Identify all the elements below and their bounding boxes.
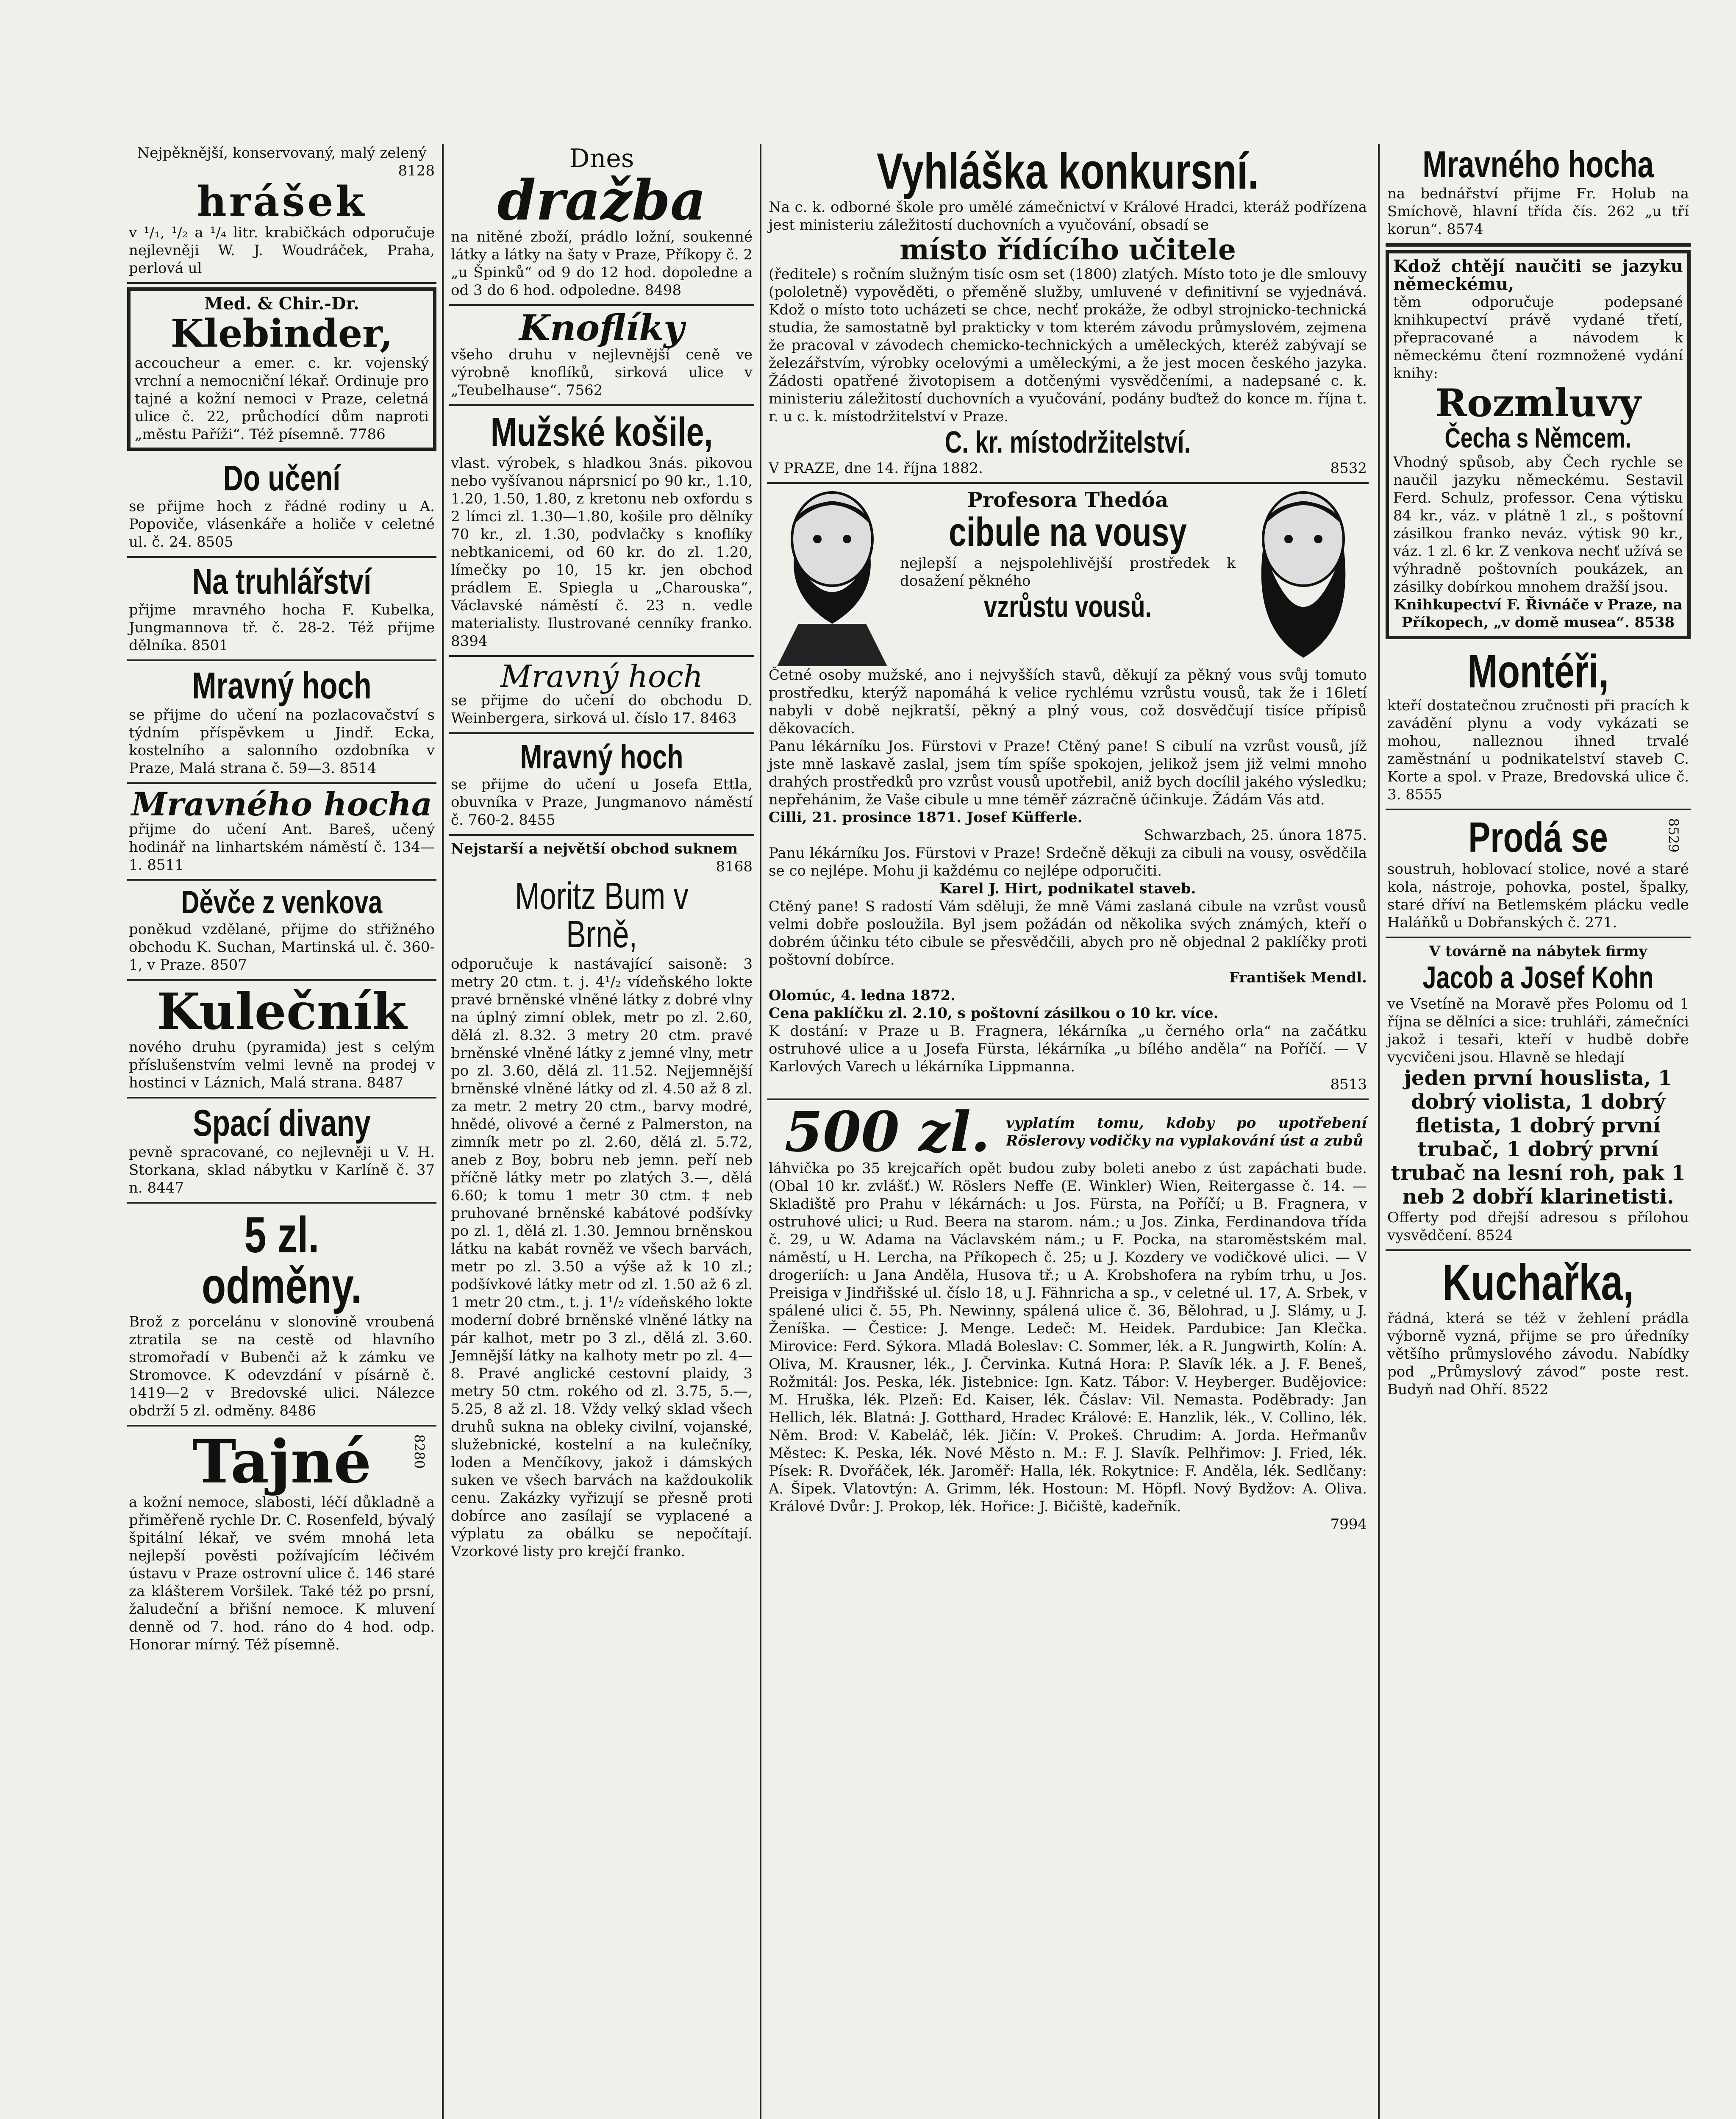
ad-divany [127,1098,436,1204]
ad-body: se přijme do učení u Josefa Ettla, obuvníka v Praze, Jungmanovo náměstí č. 760-2. 8455 [451,776,753,829]
ad-body-2: Panu lékárníku Jos. Fürstovi v Praze! Ctěný pane! S cibulí na vzrůst vousů, jíž jste mně laskavě zaslal, jsem tím spíše spokojen, jelikož jsem již velmi mnoho drahých prostředků pro vzrůst vousů upotřebil, aniž bych docílil jakého výsledku; nepřehánim, že Vaše cibule u mne téměř zázračně účinkuje. Žádám Vás atd. [769,738,1367,808]
ad-title: 5 zl. odměny. [202,1207,362,1314]
ad-title: 500 zl. [784,1099,990,1164]
ad-moritz-bum [449,836,754,1566]
ad-lead: V továrně na nábytek firmy [1429,943,1647,960]
ad-mravny-hoch-2 [449,734,754,836]
ad-title: Vyhláška konkursní. [877,143,1259,200]
ad-title: Kuchařka, [1442,1254,1634,1311]
ad-body: ve Vsetíně na Moravě přes Polomu od 1 října se dělníci a sice: truhláři, zámečníci jakož i tesaři, kteří v hudbě dobře vycvičeni jsou. Hlavně se hledají [1387,996,1689,1066]
ad-date: V PRAZE, dne 14. října 1882. [769,460,983,477]
ad-body: a kožní nemoce, slabosti, léčí důkladně a přiměřeně rychle Dr. C. Rosenfeld, bývalý špitální lékař, ve svém mnohá leta nejlepší pověsti požívajícím léčivém ústavu v Praze ostrovní ulice č. 146 staré za klášterem Voršilek. Také též po prsní, žaludeční a břišní nemoce. K mluvení denně od 7. hod. ráno do 4 hod. odp. Honorar mírný. Též písemně. [129,1494,435,1653]
ad-title: Prodá se [1468,814,1608,861]
ad-body: pevně spracované, co nejlevněji u V. H. Storkana, sklad nábytku v Karlíně č. 37 n. 8447 [129,1144,435,1196]
ad-date-3: Olomúc, 4. ledna 1872. [769,987,955,1004]
ad-mravny-hoch-1 [449,657,754,734]
column-4 [1386,140,1691,2119]
ad-body: na nitěné zboží, prádlo ložní, soukenné látky a látky na šaty v Praze, Příkopy č. 2 „u Špinků“ od 9 do 12 hod. dopoledne a od 3 do 6 hod. odpoledne. 8498 [451,228,753,299]
column-3 [767,140,1369,2119]
ad-signature-1: Cilli, 21. prosince 1871. Josef Küfferle. [769,809,1083,826]
ad-intro: Nejstarší a největší obchod suknem [451,840,738,857]
ad-body: Na c. k. odborné škole pro umělé zámečnictví v Králové Hradci, kteráž podřízena jest ministeriu záležitostí duchovních a vyučování, obsadí se [769,199,1367,234]
ad-title: Mravného hocha [1422,143,1654,185]
ad-truhlarstvi [127,558,436,661]
ad-title: Knoflíky [519,307,685,349]
column-1 [127,140,436,2119]
ad-signature-3: František Mendl. [1229,969,1367,986]
ad-title: Mužské košile, [490,409,713,455]
ad-do-uceni [127,454,436,558]
ad-subtitle: vzrůstu vousů. [983,590,1152,624]
ad-top: Profesora Thedóa [967,488,1169,512]
ad-body: poněkud vzdělané, přijme do střižného obchodu K. Suchan, Martinská ul. č. 360-1, v Praze. 8507 [129,921,435,973]
ad-body: soustruh, hoblovací stolice, nové a staré kola, nástroje, pohovka, postel, špalky, staré dříví na Betlemském plácku vedle Haláňků u Dobřanských č. 271. [1387,861,1689,931]
ad-body: odporučuje k nastávající saisoně: 3 metry 20 ctm. t. j. 4¹/₂ vídeňského lokte pravé brněnské vlněné látky z dobré vlny na úplný zimní oblek, metr po zl. 2.60, dělá zl. 8.32. 3 metry 20 ctm. pravé brněnské vlněné látky z jemné vlny, metr po zl. 3.60, dělá zl. 11.52. Nejjemnější brněnské vlněné látky od zl. 4.50 až 8 zl. za metr. 2 metry 20 ctm., barvy modré, hnědé, olivové a černé z Palmerston, na zimník metr po zl. 2.60, dělá zl. 5.72, aneb z Boy, bobru neb jemn. peří neb příčně látky metr po zlatých 3.—, dělá 6.60; k tomu 1 metr 30 ctm. ‡ neb pruhované brněnské kabátové podšívky po zl. 1, dělá zl. 1.30. Jemnou brněnskou látku na kabát rovněž ve všech barvách, metr po zl. 3.50 a výše až k 10 zl.; podšívkové látky metr od zl. 1.50 až 6 zl. 1 metr 20 ctm., t. j. 1¹/₂ vídeňského lokte moderní dobré brněnské vlněné látky na pár kalhot, metr po 3 zl., dělá zl. 3.60. Jemnější látky na kalhoty metr po zl. 4—8. Pravé anglické cestovní plaidy, 3 metry 50 ctm. rokého od zl. 3.75, 5.—, 5.25, 8 až zl. 18. Vždy velký sklad všech druhů sukna na obleky civilní, vojanské, služebnické, kostelní a na kulečníky, loden a Menčíkovy, jakož i dámských suken ve všech barvách na každoukolik cenu. Zakázky vyřizují se přesně proti dobírce ano zasílají se vyplacené a výplatu za obálku se nepočítají. Vzorkové listy pro krejčí franko. [451,956,753,1560]
ad-holub [1386,140,1691,247]
ad-title: Mravný hoch [500,659,703,694]
ad-drazba [449,140,754,306]
ad-body: se přijme hoch z řádné rodiny u A. Popoviče, vlásenkáře a holiče v celetné ul. č. 24. 8505 [129,498,435,551]
ad-title: Na truhlářství [192,562,372,601]
ad-body-4: Ctěný pane! S radostí Vám sděluji, že mně Vámi zaslaná cibule na vzrůst vousů velmi dobře posloužila. Byl jsem požádán od několika svých známých, kteří o dobrém účinku této cibule se přesvědčili, abych pro ně objednal 2 paklíčky proti poštovní dobírce. [769,898,1367,968]
ad-body-5: K dostání: v Praze u B. Fragnera, lékárníka „u černého orla“ na začátku ostruhové ulice a u Josefa Fürsta, lékárníka „u bílého anděla“ na Poříčí. — V Karlových Varech u lékárníka Lippmanna. [769,1023,1367,1075]
ad-mravneho-hocha [127,784,436,881]
ad-signer: C. kr. místodržitelství. [944,425,1191,459]
ad-body: nového druhu (pyramida) jest s celým příslušenstvím velmi levně na prodej v hostinci v Láznich, Malá strana. 8487 [129,1039,435,1091]
ad-intro: Nejpěknější, konservovaný, malý zelený [137,145,427,161]
ad-kulecnik [127,981,436,1098]
ad-body: na bednářství přijme Fr. Holub na Smíchově, hlavní třída čís. 262 „u tří korun“. 8574 [1387,185,1689,238]
ad-subtitle: Čecha s Němcem. [1444,422,1632,453]
ad-title: Moritz Bum v Brně, [515,875,689,956]
ad-body-2: Vhodný spůsob, aby Čech rychle se naučil jazyku německému. Sestavil Ferd. Schulz, professor. Cena výtisku 84 kr., váz. v plátně 1 zl., s poštovní zásilkou franko neváz. výtisk 90 kr., váz. 1 zl. 6 kr. Z venkova nechť užívá se výhradně poštovních poukázek, an zásilky dobírkou mnohem dražší jsou. [1393,454,1683,595]
ad-body: láhvička po 35 krejcařích opět budou zuby boleti anebo z úst zapáchati bude. (Obal 10 kr. zvlášť.) W. Röslers Neffe (E. Winkler) Wien, Reitergasse č. 14. — Skladiště pro Prahu v lékárnách: u Jos. Fürsta, na Poříčí; u B. Fragnera, v ostruhové ulici; u Rud. Beera na starom. nám.; u Jos. Zinka, Ferdinandova třída č. 29, u W. Adama na Václavském nám.; u F. Pocka, na staroměstském mal. náměstí, u H. Lercha, na Příkopech č. 25; u J. Kozdery ve vodičkové ulici. — V drogeriích: u Jana Anděla, Husova tř.; u A. Krobshofera na rybím trhu, u Jos. Preisiga v Jindřišské ul. číslo 18, u J. Fähnricha a sp., v celetné ul. 17, A. Srbek, v spálené ulici č. 55, Ph. Newinny, spálená ulice č. 36, Bělohrad, u J. Slámy, u J. Ženíška. — Čestice: J. Menge. Ledeč: M. Heidek. Pardubice: Jan Klečka. Mirovice: Ferd. Sýkora. Mladá Boleslav: C. Sommer, lék. a R. Jungwirth, Kolín: A. Oliva, M. Krausner, lék., J. Červinka. Kutná Hora: P. Slavík lék. a J. F. Beneš, Rožmitál: Jos. Peska, lék. Jistebnice: Ign. Katz. Tábor: V. Heyberger. Budějovice: M. Hruška, lék. Plzeň: Ed. Kaiser, lék. Čáslav: Vil. Nemasta. Poděbrady: Jan Hellich, lék. Blatná: J. Gotthard, Hradec Králové: E. Hanzlik, lék., V. Collino, lék. Něm. Brod: V. Kabeláč, lék. Jičín: V. Prokeš. Chrudim: A. Jorda. Heřmanův Městec: K. Peska, lék. Nové Město n. M.: F. J. Slavík. Pelhřimov: J. Fried, lék. Písek: R. Dvořáček, lék. Jaroměř: Halla, lék. Rokytnice: F. Anděla, lék. Sedlčany: A. Šipek. Vlatovtýn: A. Grimm, lék. Hostoun: M. Höpfl. Nový Bydžov: A. Oliva. Králové Dvůr: J. Prokop, lék. Hořice: J. Bičiště, kadeřník. [769,1160,1367,1515]
ad-hrasek [127,140,436,284]
column-rule [760,144,761,2119]
ad-title: Mravný hoch [192,665,372,706]
ad-title: cibule na vousy [949,509,1187,555]
ad-title: Jacob a Josef Kohn [1422,960,1654,995]
ad-cibule [767,484,1369,1100]
ad-knofliky [449,306,754,406]
ad-subtitle: místo řídícího učitele [900,233,1236,266]
ad-kohn [1386,938,1691,1251]
ad-title: Děvče z venkova [181,884,383,920]
ad-body: řádná, která se též v žehlení prádla výborně vyzná, přijme se pro úředníky většího průmyslového závodu. Nabídky pod „Průmyslový závod“ poste rest. Budyň nad Ohří. 8522 [1387,1310,1689,1398]
ad-price: Cena paklíčku zl. 2.10, s poštovní zásilkou o 10 kr. více. [769,1005,1219,1022]
ad-title: Montéři, [1467,645,1609,698]
ad-monteri [1386,642,1691,810]
ad-lead: vyplatím tomu, kdoby po upotřebení Röslerovy vodičky na vyplakování úst a zubů [1006,1115,1367,1149]
ad-number: 8513 [1330,1076,1367,1093]
ad-konkurs [767,140,1369,484]
ad-number: 8128 [398,162,435,179]
ad-title: Do učení [223,458,341,498]
ad-body: všeho druhu v nejlevnější ceně ve výrobně knoflíků, sirková ulice v „Teubelhause“. 7562 [451,346,753,399]
ad-body: Četné osoby mužské, ano i nejvyšších stavů, děkují za pěkný vous svůj tomuto prostředku, kterýž napomáhá k velice rychlému vzrůstu vousů, tak že i 16letí nabyli v době nejkratší, pěkný a plný vous, což dosvědčují tisíce přípisů děkovacích. [769,667,1367,737]
ad-body-3: Panu lékárníku Jos. Fürstovi v Praze! Srdečně děkuji za cibuli na vousy, osvědčila se co nejlépe. Mohu ji každému co nejlépe odporučiti. [769,845,1367,879]
ad-kosile [449,406,754,657]
ad-date-2: Schwarzbach, 25. února 1875. [1144,827,1367,844]
ad-signature: Knihkupectví F. Řivnáče v Praze, na Příkopech, „v domě musea“. 8538 [1394,596,1683,631]
ad-prodase [1386,810,1691,938]
ad-kucharka [1386,1251,1691,1404]
ad-body: kteří dostatečnou zručnosti při pracích k zavádění plynu a vody vykázati se mohou, nalleznou ihned trvalé zaměstnání u podnikatelství staveb C. Korte a spol. v Praze, Bredovská ulice č. 3. 8555 [1387,697,1689,803]
ad-title: Klebinder, [170,311,393,356]
ad-body-2: jeden první houslista, 1 dobrý violista, 1 dobrý fletista, 1 dobrý první trubač, 1 dobrý první trubač na lesní roh, pak 1 neb 2 dobří klarinetisti. [1391,1066,1686,1209]
ad-side-number: 8280 [411,1434,428,1469]
ad-top: Med. & Chir.-Dr. [204,294,359,314]
ad-body: v ¹/₁, ¹/₂ a ¹/₄ litr. krabičkách odporučuje nejlevněji W. J. Woudráček, Praha, perlová ul [129,224,435,277]
ad-title: Rozmluvy [1435,381,1641,425]
ad-body: se přijme do učení do obchodu D. Weinbergera, sirková ul. číslo 17. 8463 [451,692,753,727]
ad-body: se přijme do učení na pozlacovačství s týdním příspěvkem u Jindř. Ecka, kostelního a salonního ozdobníka v Praze, Malá strana č. 59—3. 8514 [129,706,435,777]
ad-number: 8168 [716,858,753,875]
ad-odmeny [127,1204,436,1427]
ad-body: accoucheur a emer. c. kr. vojenský vrchní a nemocniční lékař. Ordinuje pro tajné a kožní nemoci v Praze, celetná ulice č. 22, průchodící dům naproti „městu Paříži“. Též písemně. 7786 [135,355,429,443]
ad-devce [127,881,436,981]
column-rule [1378,144,1380,2119]
ad-signature-2: Karel J. Hirt, podnikatel staveb. [939,880,1196,897]
ad-title: Mravný hoch [520,738,683,776]
ad-title: dražba [497,168,706,233]
ad-title: hrášek [197,178,367,225]
ad-klebinder [127,287,436,451]
ad-title: Spací divany [193,1102,371,1144]
portrait-right-image [1240,488,1367,666]
column-2 [449,140,754,2119]
ad-lead: nejlepší a nejspolehlivější prostředek k dosažení pěkného [900,555,1236,590]
ad-body: těm odporučuje podepsané knihkupectví právě vydané třetí, přepracované a návodem k německému čtení rozmnožené vydání knihy: [1393,294,1683,382]
ad-body: přijme do učení Ant. Bareš, učený hodinář na linhartském náměstí č. 134—1. 8511 [129,821,435,873]
ad-side-number: 8529 [1665,818,1682,853]
ad-body: přijme mravného hocha F. Kubelka, Jungmannova tř. č. 28-2. Též přijme dělníka. 8501 [129,601,435,654]
ad-title: Mravného hocha [131,785,433,823]
ad-body-2: (ředitele) s ročním služným tisíc osm set (1800) zlatých. Místo toto je dle smlouvy (pololetně) vypověděti, o přeměně služby, umluvené v definitivní se vyjednává. Kdož o místo toto ucházeti se chce, nechť prokáže, že odbyl strojnicko-technická studia, že samostatně byl prakticky v tom kterém závodu průmyslovém, zejmena že pracoval v závodech chemicko-technických a uměleckých, kteréž zabývají se železářstvím, výrobky ocelovými a uměleckými, a že jest mocen českého jazyka. Žádosti opatřené životopisem a dotčenými vysvědčeními, a nadepsané c. k. ministeriu záležitostí duchovních a vyučování, podány buďtež do konce m. října t. r. u c. k. místodržitelství v Praze. [769,266,1367,425]
ad-body: vlast. výrobek, s hladkou 3nás. pikovou nebo vyšívanou náprsnicí po 90 kr., 1.10, 1.20, 1.50, 1.80, z kretonu neb oxfordu s 2 límci zl. 1.30—1.80, košile pro dělníky 70 kr., zl. 1.30, podvlačky s knoflíky nebtkanicemi, od 60 kr. do zl. 1.20, límečky po 10, 15 kr. jen obchod prádlem E. Spiegla u „Charouska“, Václavské náměstí č. 23 n. vedle materialisty. Ilustrované cenníky franko. 8394 [451,455,753,650]
portrait-left-image [769,488,896,666]
ad-500-zl [767,1100,1369,1538]
ad-title: Tajné [192,1427,372,1497]
ad-rozmluvy [1386,250,1691,639]
column-rule [442,144,444,2119]
ad-body: Brož z porcelánu v slonovině vroubená ztratila se na cestě od hlavního stromořadí v Bubenči až k zámku ve Stromovce. K odevzdání v písárně č. 1419—2 v Bredovské ulici. Nálezce obdrží 5 zl. odměny. 8486 [129,1313,435,1419]
ad-number: 8532 [1330,460,1367,477]
ad-number: 7994 [1330,1516,1367,1533]
ad-body-3: Offerty pod dřejší adresou s přílohou vysvědčení. 8524 [1387,1209,1689,1244]
ad-mravny-hoch [127,661,436,784]
ad-title: Kulečník [157,982,407,1041]
ad-lead: Kdož chtějí naučiti se jazyku německému, [1393,256,1683,294]
ad-tajne [127,1427,436,1659]
ad-top: Dnes [569,144,634,173]
